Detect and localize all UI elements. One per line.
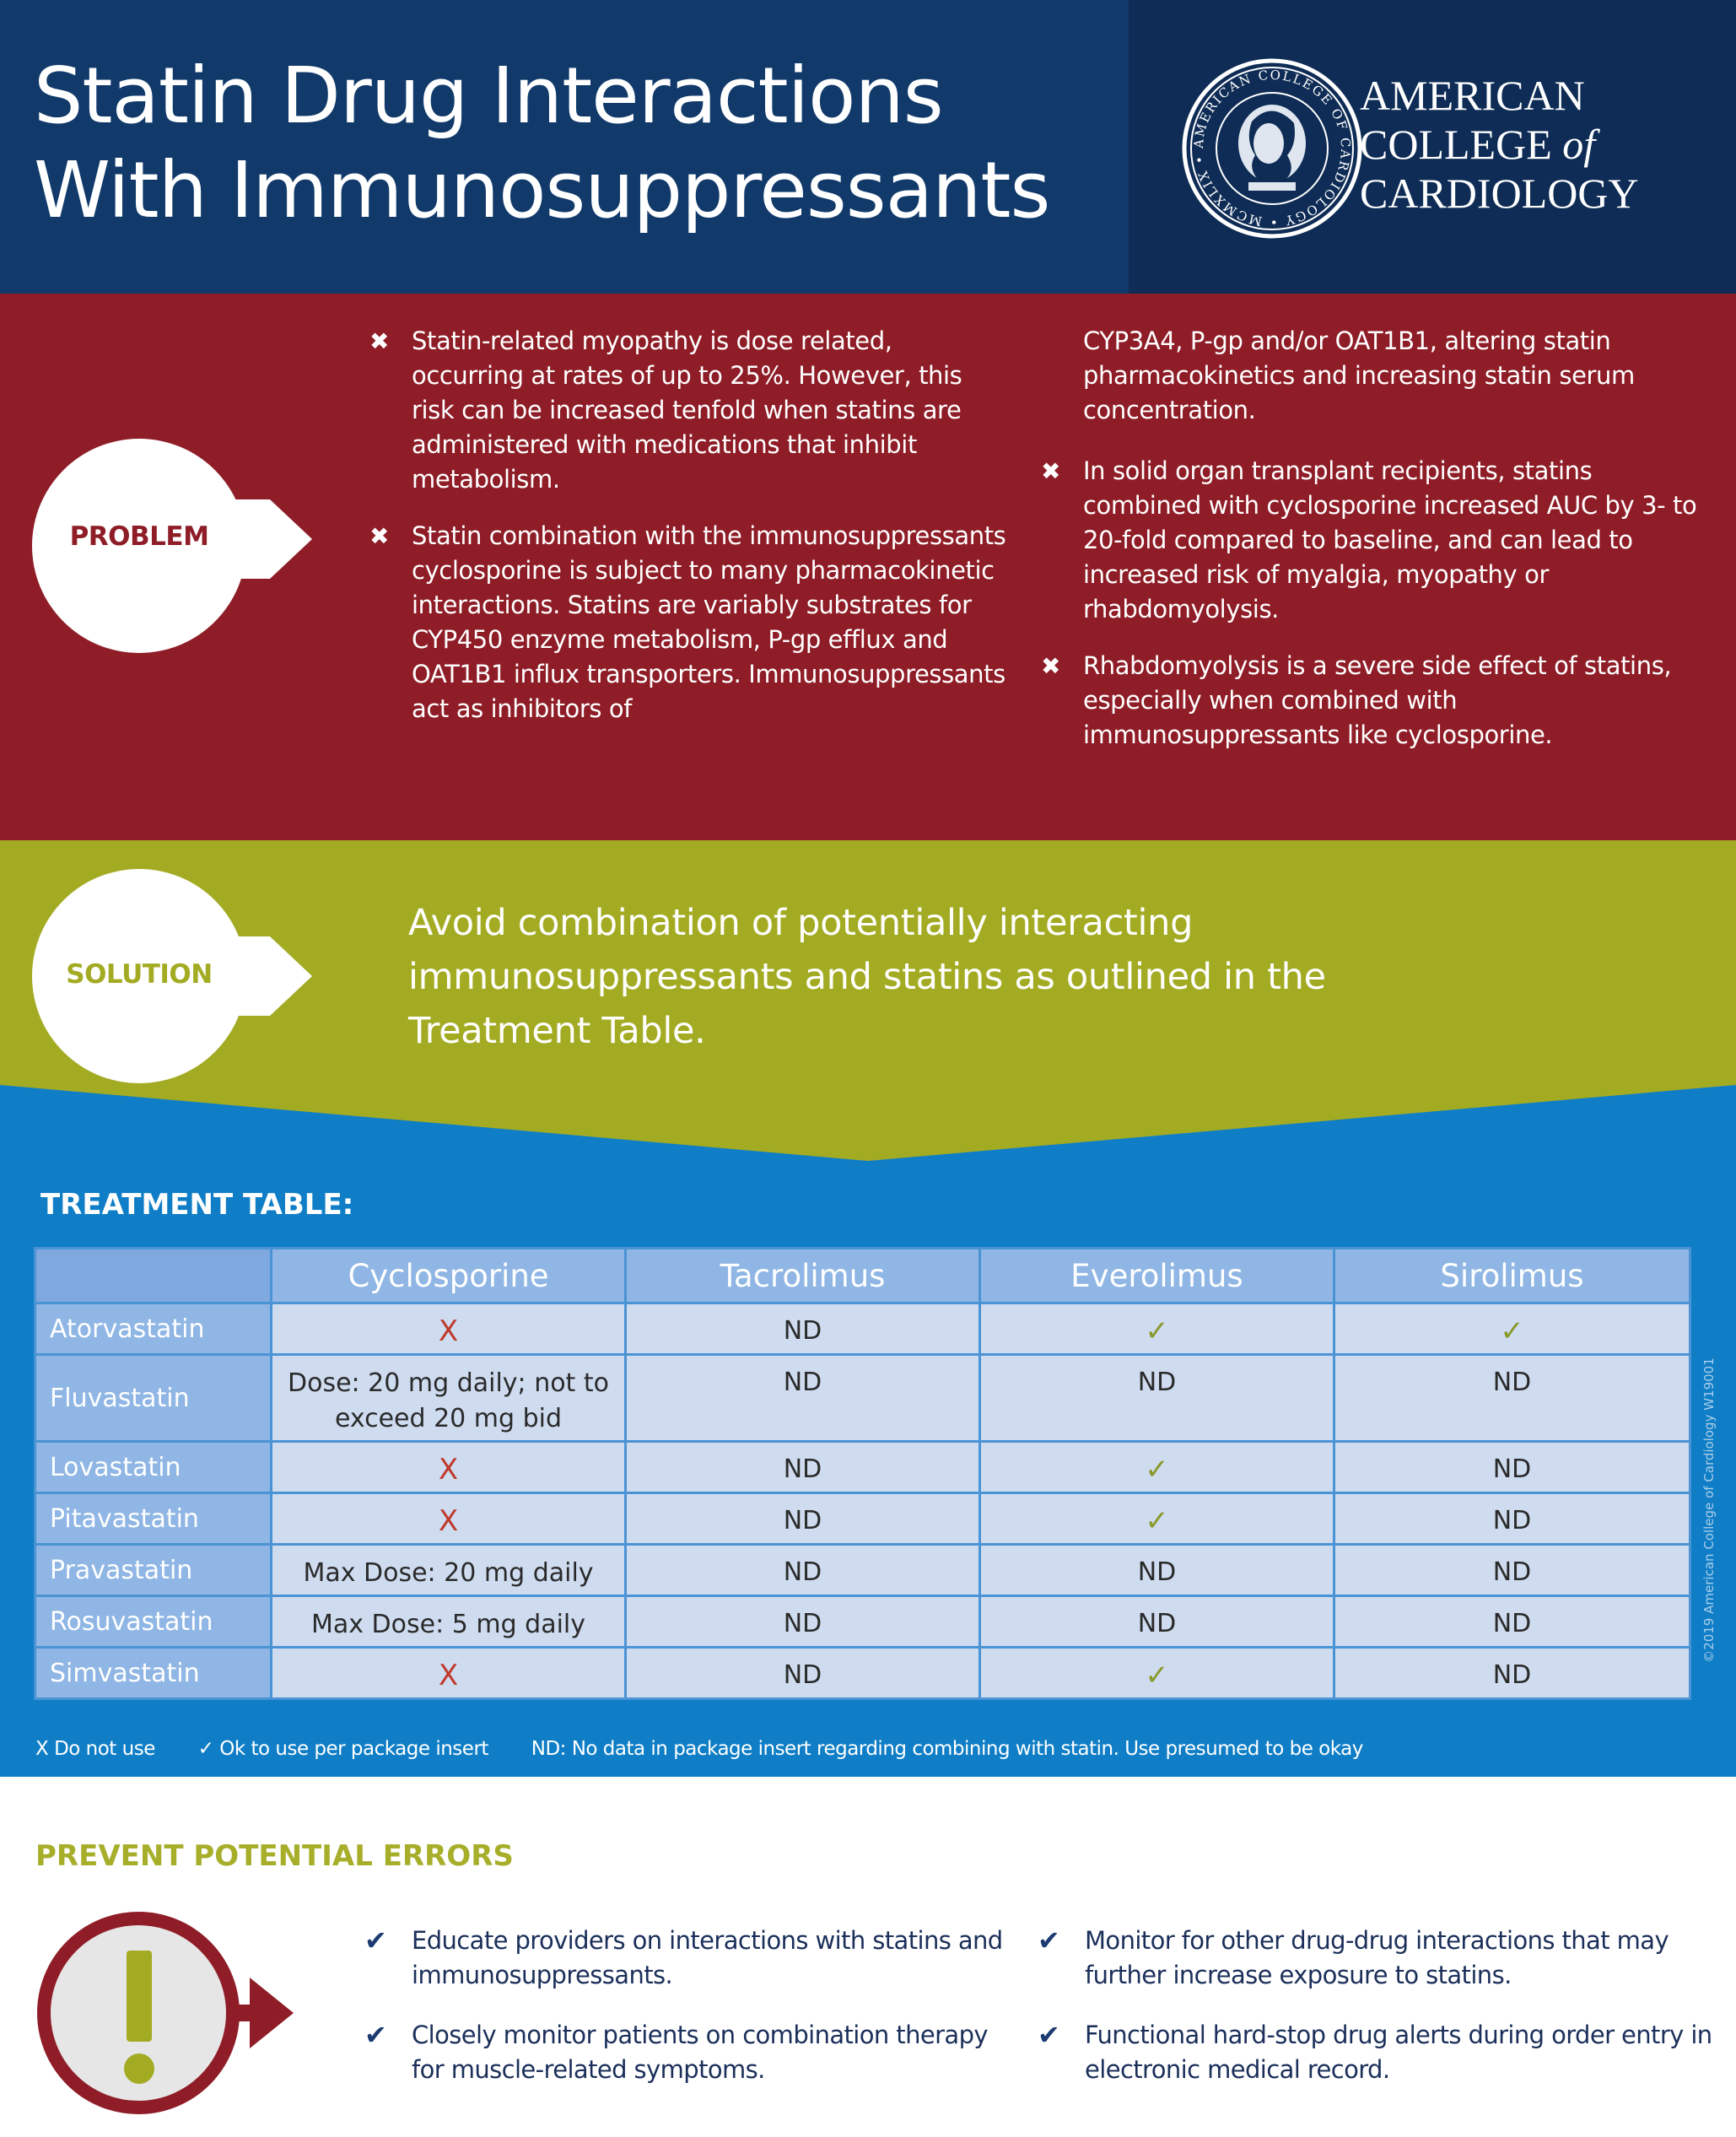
- table-cell: [626, 1596, 980, 1648]
- table-cell: [272, 1442, 626, 1493]
- problem-item-text: Statin-related myopathy is dose related, occurring at rates of up to 25%. However, this risk can be increased tenfold when statins are administered with medications that inhibit metabolism.: [412, 326, 962, 494]
- org-name-line-3: CARDIOLOGY: [1360, 170, 1639, 217]
- x-bullet-icon: ✖: [369, 522, 390, 550]
- cell-value: ND: [783, 1609, 822, 1638]
- legend-ok-to-use: ✓ Ok to use per package insert: [197, 1738, 488, 1760]
- table-cell: [980, 1493, 1334, 1545]
- title-line-1: Statin Drug Interactions: [34, 51, 943, 141]
- page-title: [34, 49, 1113, 238]
- table-cell: [980, 1545, 1334, 1596]
- cell-value: Dose: 20 mg daily; not to exceed 20 mg bid: [288, 1368, 609, 1433]
- checkmark-icon: ✔: [364, 1924, 387, 1956]
- table-cell: [1334, 1648, 1690, 1699]
- table-row: [35, 1355, 1690, 1442]
- cell-value: ND: [1137, 1557, 1177, 1587]
- table-row: [35, 1303, 1690, 1355]
- table-cell: [1334, 1545, 1690, 1596]
- table-cell: [626, 1545, 980, 1596]
- table-row: [35, 1648, 1690, 1699]
- problem-item: [368, 324, 1009, 497]
- problem-item: [1039, 454, 1706, 627]
- table-cell: [1334, 1493, 1690, 1545]
- cell-value: ND: [1492, 1368, 1532, 1397]
- col-header-cyclosporine: Cyclosporine: [272, 1249, 626, 1303]
- prevent-item: [1038, 2018, 1712, 2087]
- prevent-errors-heading: PREVENT POTENTIAL ERRORS: [35, 1839, 514, 1873]
- cell-value: ND: [783, 1557, 822, 1587]
- org-name-line-1: AMERICAN: [1360, 72, 1585, 119]
- table-cell: [626, 1648, 980, 1699]
- table-cell: [272, 1545, 626, 1596]
- drug-name-cell: Fluvastatin: [35, 1355, 272, 1442]
- prevent-item-text: Closely monitor patients on combination therapy for muscle-related symptoms.: [412, 2021, 988, 2084]
- prevent-item-text: Monitor for other drug-drug interactions that may further increase exposure to statins.: [1085, 1926, 1669, 1989]
- svg-text:AMERICAN COLLEGE OF CARDIOLOGY: AMERICAN COLLEGE OF CARDIOLOGY • MCMXLIX •: [1190, 67, 1354, 230]
- drug-name-cell: Simvastatin: [35, 1648, 272, 1699]
- problem-label: PROBLEM: [69, 521, 209, 552]
- x-bullet-icon: ✖: [1041, 652, 1061, 680]
- cell-value: ND: [1137, 1609, 1177, 1638]
- solution-label: SOLUTION: [66, 959, 213, 990]
- cell-value: Max Dose: 5 mg daily: [310, 1610, 586, 1639]
- table-cell: [1334, 1303, 1690, 1355]
- problem-item-text: In solid organ transplant recipients, statins combined with cyclosporine increased AUC by 3- to 20-fold compared to baseline, and can lead to increased risk of myalgia, myopathy or rhabdomyolysis.: [1083, 456, 1697, 623]
- table-row: [35, 1545, 1690, 1596]
- problem-item: [368, 519, 1009, 726]
- table-cell: [272, 1596, 626, 1648]
- table-cell: [272, 1493, 626, 1545]
- table-row: [35, 1596, 1690, 1648]
- legend-do-not-use: X Do not use: [35, 1738, 155, 1760]
- cell-value: ND: [1492, 1454, 1532, 1484]
- cell-value: ND: [1492, 1660, 1532, 1690]
- cell-value: ND: [783, 1316, 822, 1346]
- do-not-use-mark: X: [438, 1659, 459, 1692]
- cell-value: ND: [1492, 1557, 1532, 1587]
- problem-item-text: Rhabdomyolysis is a severe side effect of statins, especially when combined with immunosuppressants like cyclosporine.: [1083, 651, 1672, 749]
- cell-value: ND: [783, 1506, 822, 1535]
- cell-value: ND: [783, 1660, 822, 1690]
- ok-check-icon: ✓: [1145, 1453, 1169, 1487]
- title-line-2: With Immunosuppressants: [34, 145, 1050, 235]
- prevent-item: [364, 1924, 1005, 1993]
- warning-exclamation-icon: [32, 1903, 302, 2131]
- do-not-use-mark: X: [438, 1453, 459, 1487]
- cell-value: Max Dose: 20 mg daily: [303, 1558, 594, 1588]
- treatment-table-heading: TREATMENT TABLE:: [40, 1188, 354, 1222]
- prevent-list-left: [364, 1924, 1005, 2113]
- table-cell: [626, 1355, 980, 1442]
- table-header-row: [35, 1249, 1690, 1303]
- problem-continuation-text: CYP3A4, P-gp and/or OAT1B1, altering statin pharmacokinetics and increasing statin serum concentration.: [1083, 326, 1635, 424]
- table-legend: [35, 1738, 1706, 1760]
- table-cell: [626, 1303, 980, 1355]
- x-bullet-icon: ✖: [1041, 457, 1061, 485]
- problem-list-left: [368, 324, 1009, 748]
- table-cell: [626, 1493, 980, 1545]
- cell-value: ND: [1137, 1368, 1177, 1397]
- org-of-word: of: [1562, 121, 1596, 168]
- table-cell: [980, 1442, 1334, 1493]
- col-header-tacrolimus: Tacrolimus: [626, 1249, 980, 1303]
- treatment-table: [34, 1247, 1691, 1700]
- prevent-item: [1038, 1924, 1712, 1993]
- drug-name-cell: Lovastatin: [35, 1442, 272, 1493]
- checkmark-icon: ✔: [364, 2019, 387, 2051]
- drug-name-cell: Atorvastatin: [35, 1303, 272, 1355]
- table-cell: [980, 1648, 1334, 1699]
- prevent-item-text: Educate providers on interactions with statins and immunosuppressants.: [412, 1926, 1003, 1989]
- copyright-note: [1692, 1316, 1726, 1704]
- ok-check-icon: ✓: [1500, 1314, 1524, 1348]
- table-cell: [272, 1648, 626, 1699]
- acc-seal-logo: [1179, 56, 1365, 241]
- copyright-text: ©2019 American College of Cardiology W19001: [1701, 1357, 1717, 1663]
- ok-check-icon: ✓: [1145, 1314, 1169, 1348]
- checkmark-icon: ✔: [1038, 1924, 1060, 1956]
- x-bullet-icon: ✖: [369, 327, 390, 355]
- legend-no-data: ND: No data in package insert regarding combining with statin. Use presumed to be okay: [531, 1738, 1363, 1760]
- table-cell: [1334, 1355, 1690, 1442]
- table-cell: [272, 1303, 626, 1355]
- org-college-word: COLLEGE: [1360, 121, 1563, 168]
- table-cell: [1334, 1596, 1690, 1648]
- table-cell: [980, 1355, 1334, 1442]
- table-cell: [980, 1303, 1334, 1355]
- ok-check-icon: ✓: [1145, 1504, 1169, 1538]
- ok-check-icon: ✓: [1145, 1659, 1169, 1692]
- drug-name-cell: Rosuvastatin: [35, 1596, 272, 1648]
- cell-value: ND: [1492, 1506, 1532, 1535]
- solution-text: Avoid combination of potentially interacting immunosuppressants and statins as outlined in the Treatment Table.: [408, 902, 1326, 1052]
- organization-name: [1360, 71, 1731, 218]
- cell-value: ND: [783, 1368, 822, 1397]
- problem-item-text: Statin combination with the immunosuppressants cyclosporine is subject to many pharmacokinetic interactions. Statins are variably substrates for CYP450 enzyme metabolism, P-gp efflux and OAT1B1 influx transporters. Immunosuppressants act as inhibitors of: [412, 521, 1006, 723]
- prevent-item-text: Functional hard-stop drug alerts during order entry in electronic medical record.: [1085, 2021, 1712, 2084]
- cell-value: ND: [783, 1454, 822, 1484]
- org-name-line-2: [1360, 120, 1731, 169]
- prevent-item: [364, 2018, 1005, 2087]
- do-not-use-mark: X: [438, 1504, 459, 1538]
- table-cell: [272, 1355, 626, 1442]
- table-corner-cell: [35, 1249, 272, 1303]
- table-cell: [980, 1596, 1334, 1648]
- drug-name-cell: Pitavastatin: [35, 1493, 272, 1545]
- cell-value: ND: [1492, 1609, 1532, 1638]
- col-header-everolimus: Everolimus: [980, 1249, 1334, 1303]
- section-divider: [0, 1085, 1736, 1169]
- problem-item: [1039, 649, 1706, 753]
- do-not-use-mark: X: [438, 1314, 459, 1348]
- table-row: [35, 1442, 1690, 1493]
- drug-name-cell: Pravastatin: [35, 1545, 272, 1596]
- table-row: [35, 1493, 1690, 1545]
- problem-list-right: [1039, 454, 1706, 774]
- prevent-list-right: [1038, 1924, 1712, 2113]
- checkmark-icon: ✔: [1038, 2019, 1060, 2051]
- table-cell: [1334, 1442, 1690, 1493]
- table-cell: [626, 1442, 980, 1493]
- col-header-sirolimus: Sirolimus: [1334, 1249, 1690, 1303]
